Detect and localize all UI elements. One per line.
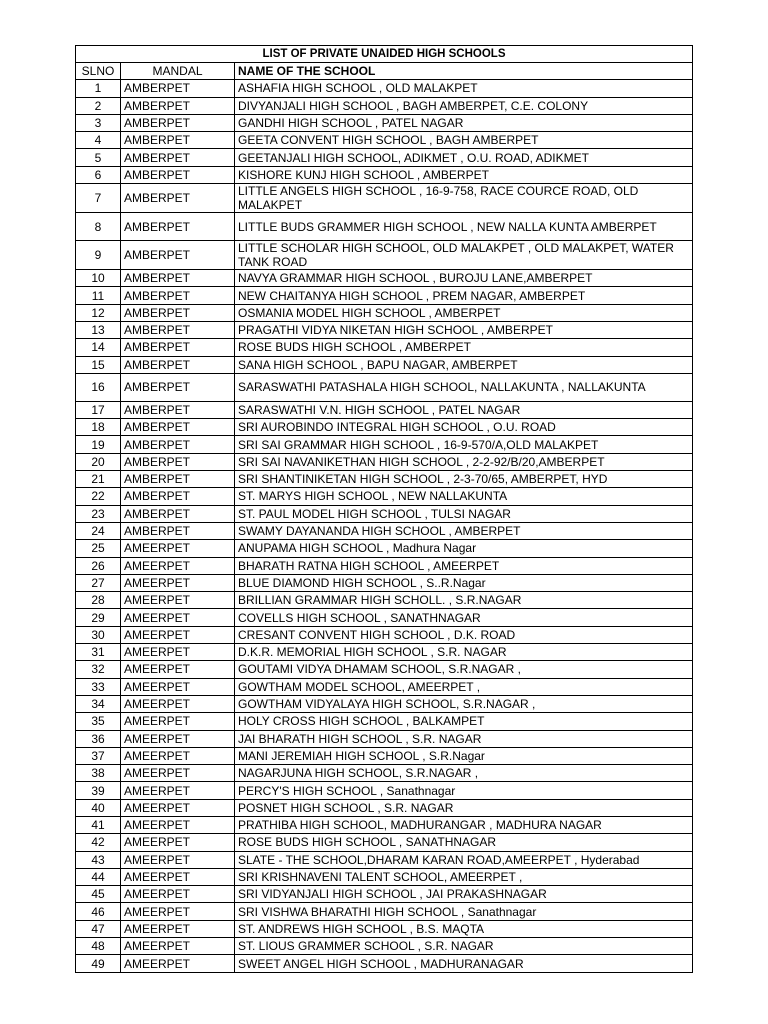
cell-slno: 34	[76, 695, 121, 712]
cell-mandal: AMEERPET	[121, 695, 235, 712]
cell-school-name: GOUTAMI VIDYA DHAMAM SCHOOL, S.R.NAGAR ,	[235, 661, 693, 678]
cell-school-name: GOWTHAM MODEL SCHOOL, AMEERPET ,	[235, 678, 693, 695]
table-row	[76, 401, 693, 418]
cell-mandal: AMEERPET	[121, 868, 235, 885]
cell-school-name: LITTLE BUDS GRAMMER HIGH SCHOOL , NEW NALLA KUNTA AMBERPET	[235, 213, 693, 241]
cell-slno: 41	[76, 816, 121, 833]
table-row	[76, 304, 693, 321]
header-school-name: NAME OF THE SCHOOL	[235, 63, 693, 80]
cell-slno: 17	[76, 401, 121, 418]
table-row	[76, 339, 693, 356]
table-row	[76, 661, 693, 678]
table-row	[76, 453, 693, 470]
table-row	[76, 213, 693, 241]
table-row	[76, 321, 693, 338]
header-row	[76, 63, 693, 80]
table-row	[76, 868, 693, 885]
cell-slno: 18	[76, 419, 121, 436]
cell-school-name: POSNET HIGH SCHOOL , S.R. NAGAR	[235, 799, 693, 816]
table-row	[76, 270, 693, 287]
cell-school-name: SLATE - THE SCHOOL,DHARAM KARAN ROAD,AMEERPET , Hyderabad	[235, 851, 693, 868]
cell-mandal: AMBERPET	[121, 321, 235, 338]
table-row	[76, 678, 693, 695]
cell-mandal: AMEERPET	[121, 834, 235, 851]
cell-school-name: GEETANJALI HIGH SCHOOL, ADIKMET , O.U. ROAD, ADIKMET	[235, 149, 693, 166]
cell-slno: 31	[76, 644, 121, 661]
cell-mandal: AMBERPET	[121, 287, 235, 304]
table-row	[76, 522, 693, 539]
cell-slno: 42	[76, 834, 121, 851]
cell-slno: 1	[76, 80, 121, 97]
cell-mandal: AMBERPET	[121, 213, 235, 241]
cell-school-name: ROSE BUDS HIGH SCHOOL , SANATHNAGAR	[235, 834, 693, 851]
cell-mandal: AMEERPET	[121, 886, 235, 903]
cell-school-name: SRI SAI GRAMMAR HIGH SCHOOL , 16-9-570/A,OLD MALAKPET	[235, 436, 693, 453]
cell-slno: 5	[76, 149, 121, 166]
cell-slno: 22	[76, 488, 121, 505]
cell-mandal: AMEERPET	[121, 938, 235, 955]
cell-school-name: JAI BHARATH HIGH SCHOOL , S.R. NAGAR	[235, 730, 693, 747]
cell-school-name: SWAMY DAYANANDA HIGH SCHOOL , AMBERPET	[235, 522, 693, 539]
table-row	[76, 184, 693, 213]
cell-mandal: AMEERPET	[121, 678, 235, 695]
cell-school-name: PERCY'S HIGH SCHOOL , Sanathnagar	[235, 782, 693, 799]
cell-school-name: ROSE BUDS HIGH SCHOOL , AMBERPET	[235, 339, 693, 356]
cell-slno: 10	[76, 270, 121, 287]
cell-mandal: AMBERPET	[121, 356, 235, 373]
cell-mandal: AMBERPET	[121, 419, 235, 436]
table-row	[76, 644, 693, 661]
cell-school-name: NEW CHAITANYA HIGH SCHOOL , PREM NAGAR, AMBERPET	[235, 287, 693, 304]
cell-mandal: AMBERPET	[121, 505, 235, 522]
cell-school-name: SRI AUROBINDO INTEGRAL HIGH SCHOOL , O.U. ROAD	[235, 419, 693, 436]
table-row	[76, 287, 693, 304]
cell-slno: 35	[76, 713, 121, 730]
cell-mandal: AMEERPET	[121, 557, 235, 574]
cell-school-name: OSMANIA MODEL HIGH SCHOOL , AMBERPET	[235, 304, 693, 321]
cell-slno: 26	[76, 557, 121, 574]
cell-school-name: NAGARJUNA HIGH SCHOOL, S.R.NAGAR ,	[235, 765, 693, 782]
table-row	[76, 488, 693, 505]
cell-mandal: AMEERPET	[121, 540, 235, 557]
cell-slno: 33	[76, 678, 121, 695]
cell-mandal: AMBERPET	[121, 401, 235, 418]
cell-slno: 8	[76, 213, 121, 241]
table-title: LIST OF PRIVATE UNAIDED HIGH SCHOOLS	[76, 46, 693, 63]
schools-table	[75, 45, 693, 973]
cell-slno: 29	[76, 609, 121, 626]
cell-school-name: HOLY CROSS HIGH SCHOOL , BALKAMPET	[235, 713, 693, 730]
cell-school-name: PRATHIBA HIGH SCHOOL, MADHURANGAR , MADHURA NAGAR	[235, 816, 693, 833]
cell-mandal: AMEERPET	[121, 661, 235, 678]
cell-mandal: AMEERPET	[121, 574, 235, 591]
table-row	[76, 782, 693, 799]
cell-mandal: AMBERPET	[121, 373, 235, 401]
cell-school-name: KISHORE KUNJ HIGH SCHOOL , AMBERPET	[235, 166, 693, 183]
cell-slno: 4	[76, 132, 121, 149]
cell-mandal: AMEERPET	[121, 713, 235, 730]
cell-mandal: AMBERPET	[121, 304, 235, 321]
cell-slno: 32	[76, 661, 121, 678]
table-row	[76, 505, 693, 522]
cell-mandal: AMEERPET	[121, 816, 235, 833]
cell-school-name: SANA HIGH SCHOOL , BAPU NAGAR, AMBERPET	[235, 356, 693, 373]
cell-school-name: COVELLS HIGH SCHOOL , SANATHNAGAR	[235, 609, 693, 626]
cell-slno: 45	[76, 886, 121, 903]
table-row	[76, 903, 693, 920]
cell-mandal: AMEERPET	[121, 782, 235, 799]
cell-slno: 39	[76, 782, 121, 799]
cell-slno: 27	[76, 574, 121, 591]
cell-mandal: AMBERPET	[121, 436, 235, 453]
cell-school-name: BLUE DIAMOND HIGH SCHOOL , S..R.Nagar	[235, 574, 693, 591]
cell-slno: 16	[76, 373, 121, 401]
cell-slno: 20	[76, 453, 121, 470]
cell-school-name: LITTLE ANGELS HIGH SCHOOL , 16-9-758, RACE COURCE ROAD, OLD MALAKPET	[235, 184, 693, 213]
cell-mandal: AMBERPET	[121, 270, 235, 287]
cell-slno: 23	[76, 505, 121, 522]
cell-school-name: BRILLIAN GRAMMAR HIGH SCHOLL. , S.R.NAGAR	[235, 592, 693, 609]
cell-school-name: GANDHI HIGH SCHOOL , PATEL NAGAR	[235, 114, 693, 131]
cell-slno: 12	[76, 304, 121, 321]
cell-school-name: SARASWATHI PATASHALA HIGH SCHOOL, NALLAKUNTA , NALLAKUNTA	[235, 373, 693, 401]
cell-mandal: AMBERPET	[121, 339, 235, 356]
cell-slno: 15	[76, 356, 121, 373]
table-row	[76, 730, 693, 747]
cell-slno: 2	[76, 97, 121, 114]
cell-slno: 14	[76, 339, 121, 356]
table-row	[76, 955, 693, 972]
cell-school-name: D.K.R. MEMORIAL HIGH SCHOOL , S.R. NAGAR	[235, 644, 693, 661]
cell-school-name: DIVYANJALI HIGH SCHOOL , BAGH AMBERPET, C.E. COLONY	[235, 97, 693, 114]
title-row	[76, 46, 693, 63]
cell-mandal: AMEERPET	[121, 626, 235, 643]
table-row	[76, 471, 693, 488]
cell-school-name: SRI SHANTINIKETAN HIGH SCHOOL , 2-3-70/65, AMBERPET, HYD	[235, 471, 693, 488]
table-row	[76, 713, 693, 730]
cell-mandal: AMEERPET	[121, 730, 235, 747]
table-row	[76, 799, 693, 816]
cell-slno: 46	[76, 903, 121, 920]
cell-school-name: GOWTHAM VIDYALAYA HIGH SCHOOL, S.R.NAGAR ,	[235, 695, 693, 712]
cell-slno: 13	[76, 321, 121, 338]
cell-school-name: ASHAFIA HIGH SCHOOL , OLD MALAKPET	[235, 80, 693, 97]
cell-mandal: AMEERPET	[121, 920, 235, 937]
cell-slno: 11	[76, 287, 121, 304]
cell-slno: 47	[76, 920, 121, 937]
table-row	[76, 626, 693, 643]
cell-slno: 48	[76, 938, 121, 955]
table-row	[76, 920, 693, 937]
cell-mandal: AMBERPET	[121, 80, 235, 97]
table-row	[76, 97, 693, 114]
table-row	[76, 765, 693, 782]
table-row	[76, 609, 693, 626]
cell-mandal: AMBERPET	[121, 471, 235, 488]
cell-mandal: AMBERPET	[121, 114, 235, 131]
table-row	[76, 241, 693, 270]
cell-mandal: AMBERPET	[121, 166, 235, 183]
table-row	[76, 373, 693, 401]
cell-mandal: AMEERPET	[121, 765, 235, 782]
cell-slno: 30	[76, 626, 121, 643]
table-row	[76, 132, 693, 149]
cell-slno: 36	[76, 730, 121, 747]
cell-mandal: AMEERPET	[121, 747, 235, 764]
cell-mandal: AMEERPET	[121, 609, 235, 626]
cell-mandal: AMBERPET	[121, 488, 235, 505]
cell-school-name: SRI VISHWA BHARATHI HIGH SCHOOL , Sanathnagar	[235, 903, 693, 920]
cell-school-name: SWEET ANGEL HIGH SCHOOL , MADHURANAGAR	[235, 955, 693, 972]
table-row	[76, 356, 693, 373]
cell-mandal: AMBERPET	[121, 453, 235, 470]
cell-school-name: ANUPAMA HIGH SCHOOL , Madhura Nagar	[235, 540, 693, 557]
cell-slno: 25	[76, 540, 121, 557]
cell-school-name: NAVYA GRAMMAR HIGH SCHOOL , BUROJU LANE,AMBERPET	[235, 270, 693, 287]
cell-school-name: SRI SAI NAVANIKETHAN HIGH SCHOOL , 2-2-92/B/20,AMBERPET	[235, 453, 693, 470]
cell-slno: 21	[76, 471, 121, 488]
cell-school-name: ST. ANDREWS HIGH SCHOOL , B.S. MAQTA	[235, 920, 693, 937]
cell-school-name: CRESANT CONVENT HIGH SCHOOL , D.K. ROAD	[235, 626, 693, 643]
cell-mandal: AMBERPET	[121, 132, 235, 149]
cell-slno: 38	[76, 765, 121, 782]
cell-school-name: GEETA CONVENT HIGH SCHOOL , BAGH AMBERPET	[235, 132, 693, 149]
cell-mandal: AMEERPET	[121, 799, 235, 816]
table-row	[76, 557, 693, 574]
cell-school-name: MANI JEREMIAH HIGH SCHOOL , S.R.Nagar	[235, 747, 693, 764]
table-row	[76, 574, 693, 591]
table-row	[76, 540, 693, 557]
cell-slno: 44	[76, 868, 121, 885]
table-row	[76, 816, 693, 833]
cell-mandal: AMEERPET	[121, 903, 235, 920]
cell-slno: 9	[76, 241, 121, 270]
cell-school-name: BHARATH RATNA HIGH SCHOOL , AMEERPET	[235, 557, 693, 574]
cell-mandal: AMEERPET	[121, 851, 235, 868]
table-row	[76, 938, 693, 955]
table-row	[76, 886, 693, 903]
table-row	[76, 166, 693, 183]
cell-school-name: ST. PAUL MODEL HIGH SCHOOL , TULSI NAGAR	[235, 505, 693, 522]
cell-slno: 3	[76, 114, 121, 131]
cell-slno: 37	[76, 747, 121, 764]
table-row	[76, 419, 693, 436]
table-row	[76, 436, 693, 453]
cell-slno: 24	[76, 522, 121, 539]
cell-school-name: SARASWATHI V.N. HIGH SCHOOL , PATEL NAGAR	[235, 401, 693, 418]
table-row	[76, 114, 693, 131]
cell-mandal: AMBERPET	[121, 149, 235, 166]
table-row	[76, 834, 693, 851]
header-slno: SLNO	[76, 63, 121, 80]
cell-mandal: AMEERPET	[121, 955, 235, 972]
table-row	[76, 747, 693, 764]
cell-school-name: SRI VIDYANJALI HIGH SCHOOL , JAI PRAKASHNAGAR	[235, 886, 693, 903]
cell-mandal: AMBERPET	[121, 241, 235, 270]
table-row	[76, 592, 693, 609]
table-row	[76, 851, 693, 868]
table-row	[76, 149, 693, 166]
cell-slno: 7	[76, 184, 121, 213]
cell-mandal: AMEERPET	[121, 592, 235, 609]
cell-slno: 43	[76, 851, 121, 868]
cell-slno: 28	[76, 592, 121, 609]
cell-slno: 49	[76, 955, 121, 972]
cell-slno: 6	[76, 166, 121, 183]
table-row	[76, 80, 693, 97]
cell-mandal: AMEERPET	[121, 644, 235, 661]
header-mandal: MANDAL	[121, 63, 235, 80]
cell-school-name: PRAGATHI VIDYA NIKETAN HIGH SCHOOL , AMBERPET	[235, 321, 693, 338]
cell-school-name: ST. MARYS HIGH SCHOOL , NEW NALLAKUNTA	[235, 488, 693, 505]
cell-slno: 19	[76, 436, 121, 453]
cell-school-name: SRI KRISHNAVENI TALENT SCHOOL, AMEERPET ,	[235, 868, 693, 885]
cell-mandal: AMBERPET	[121, 522, 235, 539]
table-row	[76, 695, 693, 712]
cell-mandal: AMBERPET	[121, 97, 235, 114]
cell-school-name: LITTLE SCHOLAR HIGH SCHOOL, OLD MALAKPET , OLD MALAKPET, WATER TANK ROAD	[235, 241, 693, 270]
cell-slno: 40	[76, 799, 121, 816]
cell-school-name: ST. LIOUS GRAMMER SCHOOL , S.R. NAGAR	[235, 938, 693, 955]
cell-mandal: AMBERPET	[121, 184, 235, 213]
